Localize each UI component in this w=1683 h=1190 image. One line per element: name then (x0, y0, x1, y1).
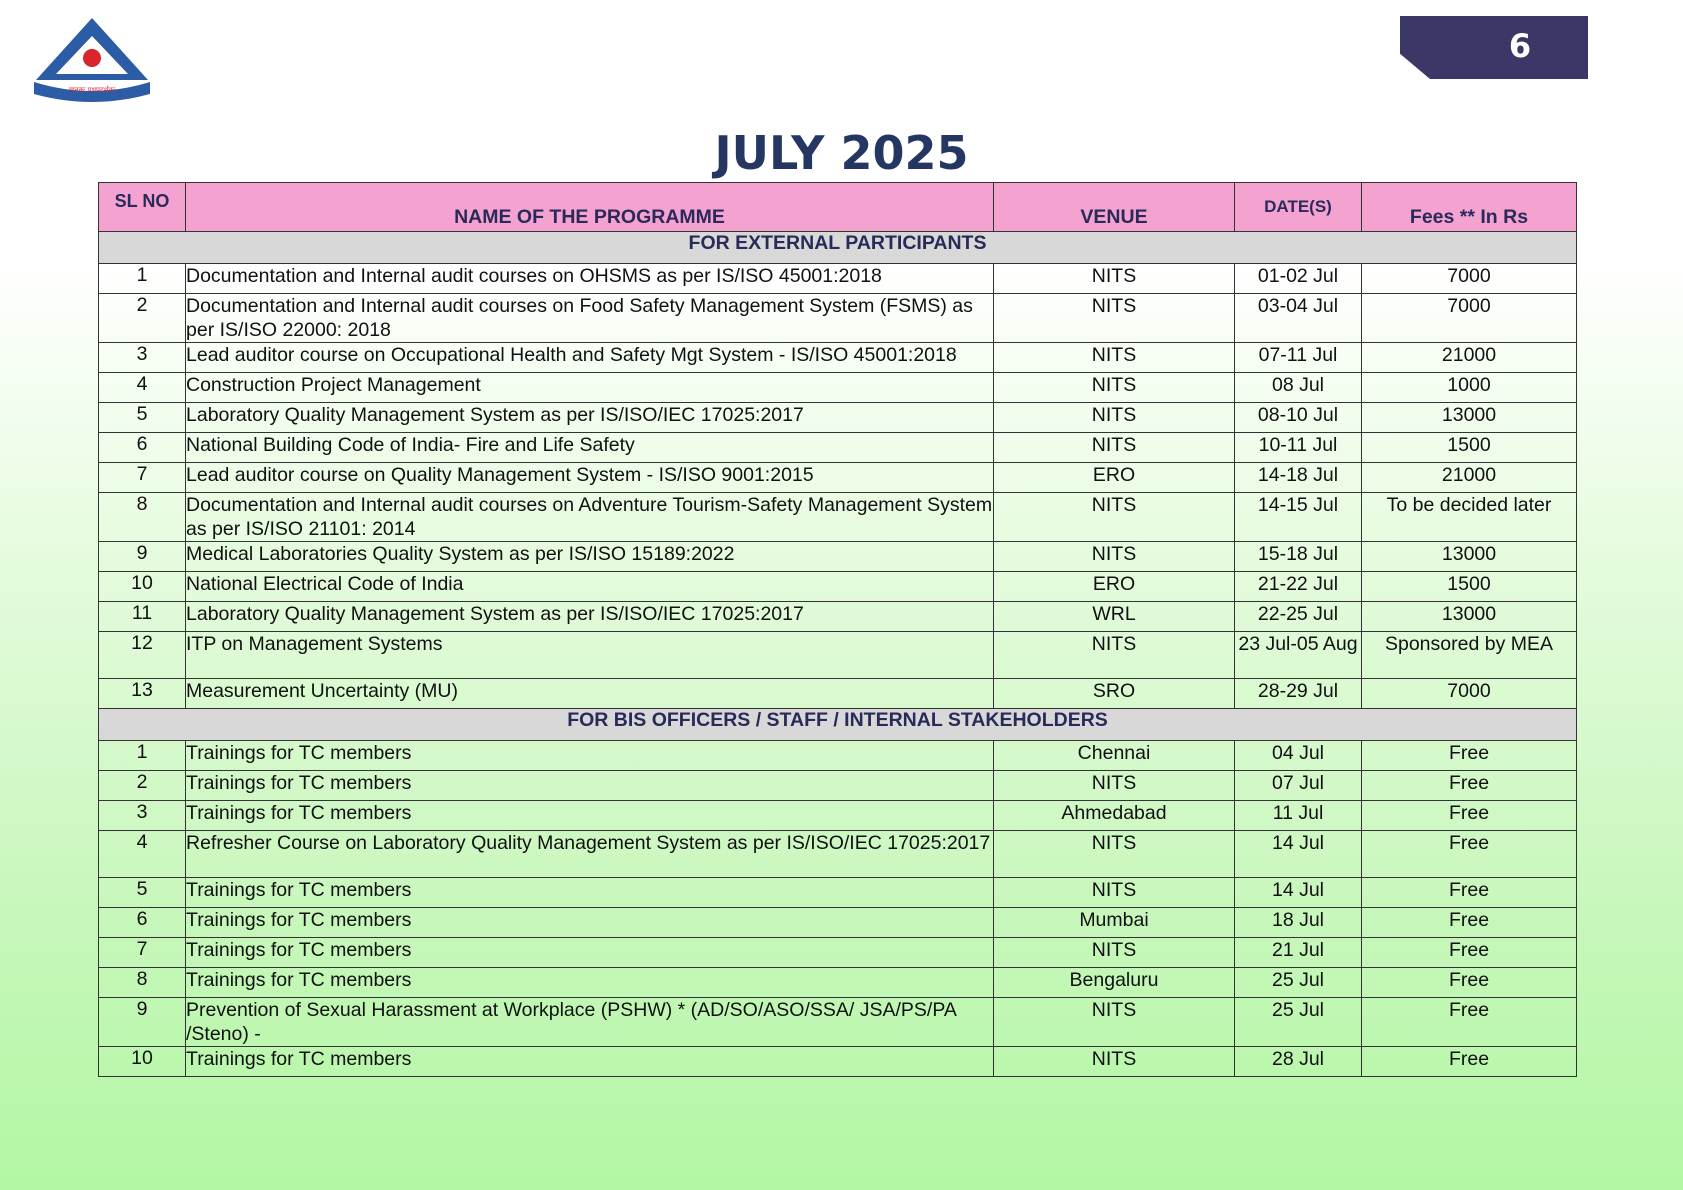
dates-cell: 22-25 Jul (1235, 602, 1362, 632)
fees-cell: 21000 (1362, 343, 1577, 373)
venue-cell: SRO (994, 679, 1235, 709)
table-row (99, 572, 1577, 602)
section-label: FOR BIS OFFICERS / STAFF / INTERNAL STAKEHOLDERS (99, 709, 1577, 741)
sl-no-cell: 4 (99, 373, 186, 403)
sl-no-cell: 3 (99, 343, 186, 373)
programme-name-cell: ITP on Management Systems (186, 632, 994, 679)
table-row (99, 264, 1577, 294)
table-row (99, 771, 1577, 801)
table-row (99, 801, 1577, 831)
venue-cell: NITS (994, 998, 1235, 1047)
fees-cell: Sponsored by MEA (1362, 632, 1577, 679)
venue-cell: ERO (994, 572, 1235, 602)
programme-name-cell: Medical Laboratories Quality System as per IS/ISO 15189:2022 (186, 542, 994, 572)
table-row (99, 433, 1577, 463)
venue-cell: Ahmedabad (994, 801, 1235, 831)
programme-name-cell: National Building Code of India- Fire and Life Safety (186, 433, 994, 463)
programme-name-cell: Laboratory Quality Management System as per IS/ISO/IEC 17025:2017 (186, 602, 994, 632)
dates-cell: 25 Jul (1235, 968, 1362, 998)
fees-cell: 1000 (1362, 373, 1577, 403)
training-schedule-table (98, 182, 1577, 1077)
table-row (99, 343, 1577, 373)
table-row (99, 908, 1577, 938)
table-row (99, 463, 1577, 493)
programme-name-cell: Trainings for TC members (186, 741, 994, 771)
venue-cell: WRL (994, 602, 1235, 632)
sl-no-cell: 8 (99, 493, 186, 542)
fees-cell: 13000 (1362, 602, 1577, 632)
programme-name-cell: Trainings for TC members (186, 968, 994, 998)
venue-cell: NITS (994, 433, 1235, 463)
programme-name-cell: Documentation and Internal audit courses on Food Safety Management System (FSMS) as per IS/ISO 22000: 2018 (186, 294, 994, 343)
table-row (99, 542, 1577, 572)
dates-cell: 10-11 Jul (1235, 433, 1362, 463)
fees-cell: 7000 (1362, 294, 1577, 343)
sl-no-cell: 1 (99, 741, 186, 771)
page-title: JULY 2025 (714, 126, 969, 180)
fees-cell: To be decided later (1362, 493, 1577, 542)
programme-name-cell: Trainings for TC members (186, 908, 994, 938)
sl-no-cell: 6 (99, 433, 186, 463)
venue-cell: NITS (994, 542, 1235, 572)
venue-cell: NITS (994, 264, 1235, 294)
sl-no-cell: 6 (99, 908, 186, 938)
dates-cell: 11 Jul (1235, 801, 1362, 831)
programme-name-cell: Trainings for TC members (186, 878, 994, 908)
dates-cell: 23 Jul-05 Aug (1235, 632, 1362, 679)
venue-cell: NITS (994, 403, 1235, 433)
fees-cell: Free (1362, 998, 1577, 1047)
dates-cell: 15-18 Jul (1235, 542, 1362, 572)
dates-cell: 18 Jul (1235, 908, 1362, 938)
page-number: 6 (1508, 27, 1532, 65)
programme-name-cell: Lead auditor course on Occupational Health and Safety Mgt System - IS/ISO 45001:2018 (186, 343, 994, 373)
fees-cell: Free (1362, 968, 1577, 998)
table-row (99, 632, 1577, 679)
header-fees: Fees ** In Rs (1362, 183, 1577, 232)
svg-text:मानकः पथप्रदर्शकः: मानकः पथप्रदर्शकः (68, 86, 116, 94)
venue-cell: Bengaluru (994, 968, 1235, 998)
table-row (99, 403, 1577, 433)
dates-cell: 01-02 Jul (1235, 264, 1362, 294)
fees-cell: 1500 (1362, 433, 1577, 463)
table-row (99, 294, 1577, 343)
fees-cell: Free (1362, 771, 1577, 801)
programme-name-cell: Trainings for TC members (186, 938, 994, 968)
table-row (99, 373, 1577, 403)
sl-no-cell: 11 (99, 602, 186, 632)
venue-cell: NITS (994, 632, 1235, 679)
dates-cell: 07-11 Jul (1235, 343, 1362, 373)
dates-cell: 28 Jul (1235, 1047, 1362, 1077)
table-row (99, 602, 1577, 632)
fees-cell: Free (1362, 878, 1577, 908)
venue-cell: NITS (994, 771, 1235, 801)
sl-no-cell: 1 (99, 264, 186, 294)
fees-cell: Free (1362, 801, 1577, 831)
table-row (99, 878, 1577, 908)
table-row (99, 998, 1577, 1047)
programme-name-cell: Trainings for TC members (186, 801, 994, 831)
table-row (99, 831, 1577, 878)
fees-cell: Free (1362, 938, 1577, 968)
dates-cell: 08-10 Jul (1235, 403, 1362, 433)
fees-cell: Free (1362, 1047, 1577, 1077)
section-header-row (99, 232, 1577, 264)
table-header-row (99, 183, 1577, 232)
programme-name-cell: Lead auditor course on Quality Management System - IS/ISO 9001:2015 (186, 463, 994, 493)
page-number-tab (1400, 16, 1588, 79)
sl-no-cell: 3 (99, 801, 186, 831)
dates-cell: 04 Jul (1235, 741, 1362, 771)
programme-name-cell: Construction Project Management (186, 373, 994, 403)
fees-cell: Free (1362, 741, 1577, 771)
dates-cell: 03-04 Jul (1235, 294, 1362, 343)
venue-cell: NITS (994, 878, 1235, 908)
venue-cell: Mumbai (994, 908, 1235, 938)
dates-cell: 14-15 Jul (1235, 493, 1362, 542)
venue-cell: NITS (994, 493, 1235, 542)
fees-cell: 21000 (1362, 463, 1577, 493)
programme-name-cell: Prevention of Sexual Harassment at Workplace (PSHW) * (AD/SO/ASO/SSA/ JSA/PS/PA /Steno) - (186, 998, 994, 1047)
fees-cell: 1500 (1362, 572, 1577, 602)
sl-no-cell: 5 (99, 878, 186, 908)
sl-no-cell: 4 (99, 831, 186, 878)
table-row (99, 1047, 1577, 1077)
programme-name-cell: Documentation and Internal audit courses on Adventure Tourism-Safety Management System as per IS/ISO 21101: 2014 (186, 494, 993, 540)
programme-name-cell: National Electrical Code of India (186, 572, 994, 602)
sl-no-cell: 2 (99, 771, 186, 801)
venue-cell: Chennai (994, 741, 1235, 771)
sl-no-cell: 10 (99, 572, 186, 602)
section-header-row (99, 709, 1577, 741)
venue-cell: NITS (994, 343, 1235, 373)
venue-cell: NITS (994, 938, 1235, 968)
header-dates: DATE(S) (1235, 183, 1362, 232)
fees-cell: Free (1362, 831, 1577, 878)
header-sl-no: SL NO (99, 183, 186, 232)
header-venue: VENUE (994, 183, 1235, 232)
sl-no-cell: 9 (99, 998, 186, 1047)
dates-cell: 08 Jul (1235, 373, 1362, 403)
sl-no-cell: 7 (99, 463, 186, 493)
sl-no-cell: 8 (99, 968, 186, 998)
dates-cell: 25 Jul (1235, 998, 1362, 1047)
sl-no-cell: 7 (99, 938, 186, 968)
table-row (99, 968, 1577, 998)
sl-no-cell: 12 (99, 632, 186, 679)
header-programme-name: NAME OF THE PROGRAMME (186, 183, 994, 232)
table-row (99, 938, 1577, 968)
dates-cell: 14-18 Jul (1235, 463, 1362, 493)
dates-cell: 21-22 Jul (1235, 572, 1362, 602)
fees-cell: 13000 (1362, 542, 1577, 572)
sl-no-cell: 9 (99, 542, 186, 572)
table-row (99, 741, 1577, 771)
fees-cell: 7000 (1362, 264, 1577, 294)
sl-no-cell: 2 (99, 294, 186, 343)
programme-name-cell: Refresher Course on Laboratory Quality Management System as per IS/ISO/IEC 17025:2017 (186, 831, 994, 878)
sl-no-cell: 5 (99, 403, 186, 433)
fees-cell: Free (1362, 908, 1577, 938)
fees-cell: 7000 (1362, 679, 1577, 709)
sl-no-cell: 13 (99, 679, 186, 709)
programme-name-cell: Documentation and Internal audit courses on OHSMS as per IS/ISO 45001:2018 (186, 264, 994, 294)
venue-cell: NITS (994, 1047, 1235, 1077)
dates-cell: 14 Jul (1235, 878, 1362, 908)
venue-cell: NITS (994, 373, 1235, 403)
dates-cell: 28-29 Jul (1235, 679, 1362, 709)
sl-no-cell: 10 (99, 1047, 186, 1077)
programme-name-cell: Laboratory Quality Management System as per IS/ISO/IEC 17025:2017 (186, 403, 994, 433)
bis-logo (30, 14, 155, 104)
table-row (99, 679, 1577, 709)
fees-cell: 13000 (1362, 403, 1577, 433)
programme-name-cell: Trainings for TC members (186, 1047, 994, 1077)
programme-name-cell: Measurement Uncertainty (MU) (186, 679, 994, 709)
dates-cell: 21 Jul (1235, 938, 1362, 968)
venue-cell: NITS (994, 831, 1235, 878)
table-row (99, 493, 1577, 542)
table-body (99, 232, 1577, 1077)
dates-cell: 14 Jul (1235, 831, 1362, 878)
section-label: FOR EXTERNAL PARTICIPANTS (99, 232, 1577, 264)
venue-cell: NITS (994, 294, 1235, 343)
programme-name-cell: Trainings for TC members (186, 771, 994, 801)
dates-cell: 07 Jul (1235, 771, 1362, 801)
venue-cell: ERO (994, 463, 1235, 493)
